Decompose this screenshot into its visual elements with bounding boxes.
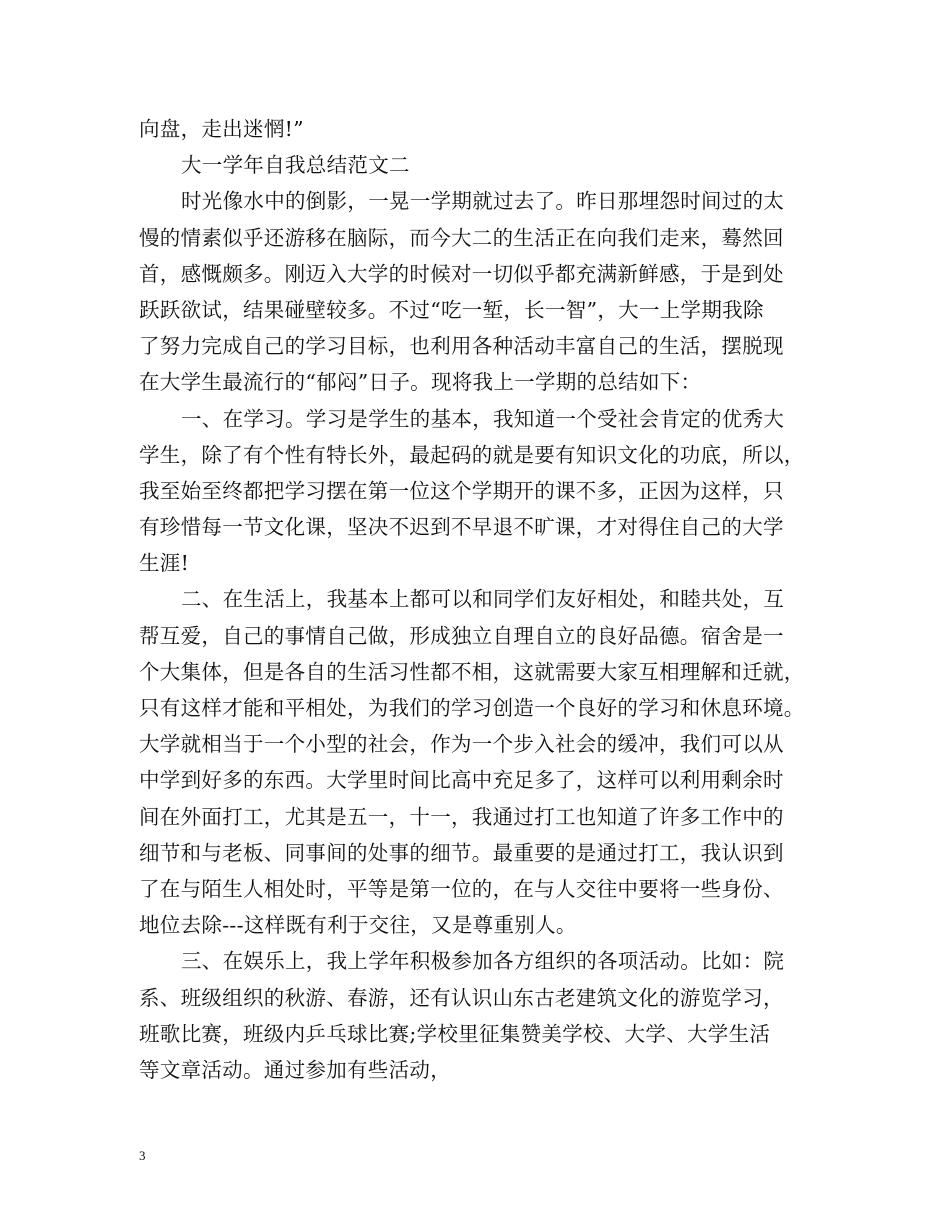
- text-line: 大一学年自我总结范文二: [181, 153, 410, 178]
- text-line: 三、在娱乐上，我上学年积极参加各方组织的各项活动。比如：院: [181, 949, 785, 974]
- text-line: 大学就相当于一个小型的社会，作为一个步入社会的缓冲，我们可以从: [139, 732, 784, 757]
- text-line: 时光像水中的倒影，一晃一学期就过去了。昨日那埋怨时间过的太: [181, 189, 785, 214]
- text-line: 慢的情素似乎还游移在脑际，而今大二的生活正在向我们走来，蓦然回: [139, 225, 784, 250]
- text-line: 只有这样才能和平相处，为我们的学习创造一个良好的学习和休息环境。: [139, 696, 805, 720]
- text-line: 向盘，走出迷惘!”: [139, 117, 304, 141]
- text-line: 个大集体，但是各自的生活习性都不相，这就需要大家互相理解和迁就，: [139, 659, 805, 684]
- text-line: 有珍惜每一节文化课，坚决不迟到不早退不旷课，才对得住自己的大学: [139, 515, 784, 540]
- page-number: 3: [139, 1148, 146, 1163]
- text-line: 跃跃欲试，结果碰壁较多。不过“吃一堑，长一智”，大一上学期我除: [139, 297, 764, 322]
- text-line: 地位去除---这样既有利于交往，又是尊重别人。: [139, 913, 577, 938]
- text-line: 等文章活动。通过参加有些活动，: [139, 1057, 451, 1082]
- text-line: 首，感慨颇多。刚迈入大学的时候对一切似乎都充满新鲜感，于是到处: [139, 261, 784, 286]
- text-line: 二、在生活上，我基本上都可以和同学们友好相处，和睦共处，互: [181, 587, 785, 612]
- text-line: 间在外面打工，尤其是五一，十一，我通过打工也知道了许多工作中的: [139, 804, 784, 829]
- text-line: 了努力完成自己的学习目标，也利用各种活动丰富自己的生活，摆脱现: [139, 334, 784, 359]
- document-body: [139, 111, 822, 1088]
- text-line: 班歌比赛，班级内乒乓球比赛;学校里征集赞美学校、大学、大学生活: [139, 1021, 771, 1046]
- text-line: 帮互爱，自己的事情自己做，形成独立自理自立的良好品德。宿舍是一: [139, 623, 784, 648]
- text-line: 学生，除了有个性有特长外，最起码的就是要有知识文化的功底，所以，: [139, 442, 805, 467]
- text-line: 一、在学习。学习是学生的基本，我知道一个受社会肯定的优秀大: [181, 406, 785, 431]
- text-line: 生涯!: [139, 551, 190, 576]
- text-line: 中学到好多的东西。大学里时间比高中充足多了，这样可以利用剩余时: [139, 768, 784, 793]
- text-line: 了在与陌生人相处时，平等是第一位的，在与人交往中要将一些身份、: [139, 876, 784, 901]
- text-line: 细节和与老板、同事间的处事的细节。最重要的是通过打工，我认识到: [139, 840, 784, 865]
- text-line: 系、班级组织的秋游、春游，还有认识山东古老建筑文化的游览学习，: [139, 985, 784, 1010]
- text-line: 在大学生最流行的“郁闷”日子。现将我上一学期的总结如下：: [139, 370, 702, 395]
- text-line: 我至始至终都把学习摆在第一位这个学期开的课不多，正因为这样，只: [139, 478, 784, 503]
